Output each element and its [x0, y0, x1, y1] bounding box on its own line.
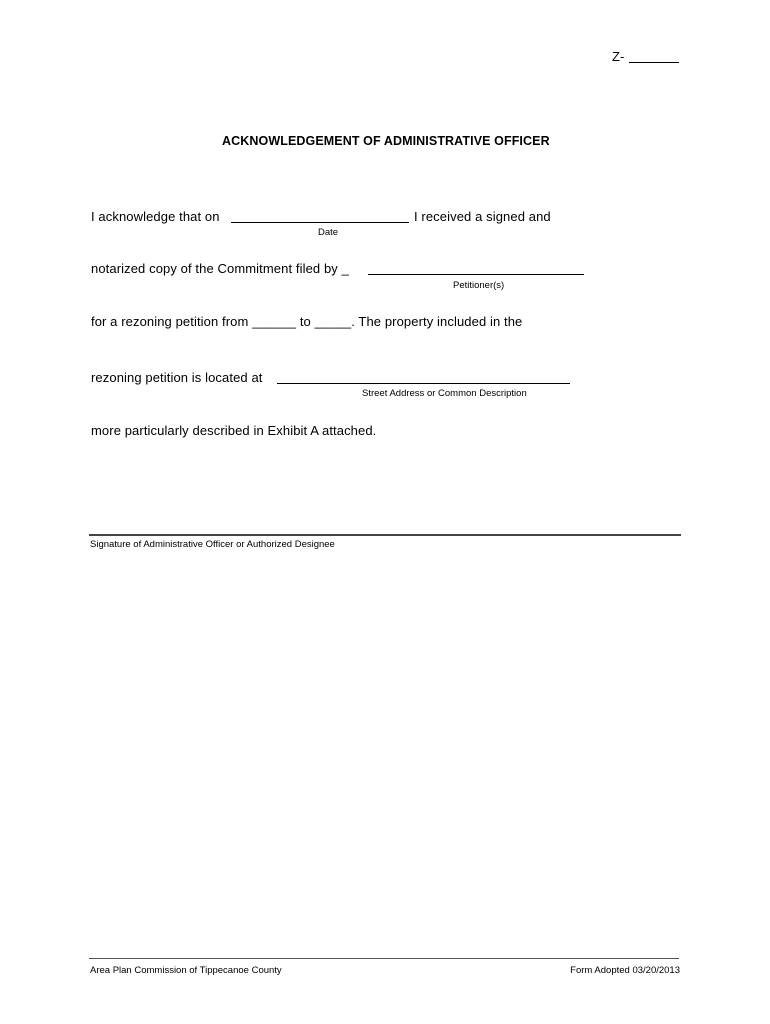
signature-line[interactable]: [89, 534, 681, 536]
address-caption: Street Address or Common Description: [362, 388, 527, 399]
footer-organization: Area Plan Commission of Tippecanoe County: [90, 965, 282, 976]
case-number-field[interactable]: [629, 62, 679, 63]
date-caption: Date: [318, 227, 339, 238]
received-text: I received a signed and: [414, 209, 551, 224]
footer-rule: [89, 958, 679, 959]
petitioner-caption: Petitioner(s): [453, 280, 505, 291]
date-field[interactable]: [231, 222, 409, 223]
case-number-label: Z-: [612, 49, 625, 64]
footer-form-date: Form Adopted 03/20/2013: [570, 965, 680, 976]
signature-caption: Signature of Administrative Officer or Authorized Designee: [90, 539, 335, 550]
rezoning-from-to-text: for a rezoning petition from ______ to _____. The property included in the: [91, 314, 523, 329]
page-title: ACKNOWLEDGEMENT OF ADMINISTRATIVE OFFICER: [222, 134, 550, 148]
location-text: rezoning petition is located at: [91, 370, 263, 385]
petitioner-field[interactable]: [368, 274, 584, 275]
notarized-text: notarized copy of the Commitment filed by _: [91, 261, 349, 276]
address-field[interactable]: [277, 383, 570, 384]
acknowledge-text: I acknowledge that on: [91, 209, 220, 224]
exhibit-text: more particularly described in Exhibit A attached.: [91, 423, 377, 438]
